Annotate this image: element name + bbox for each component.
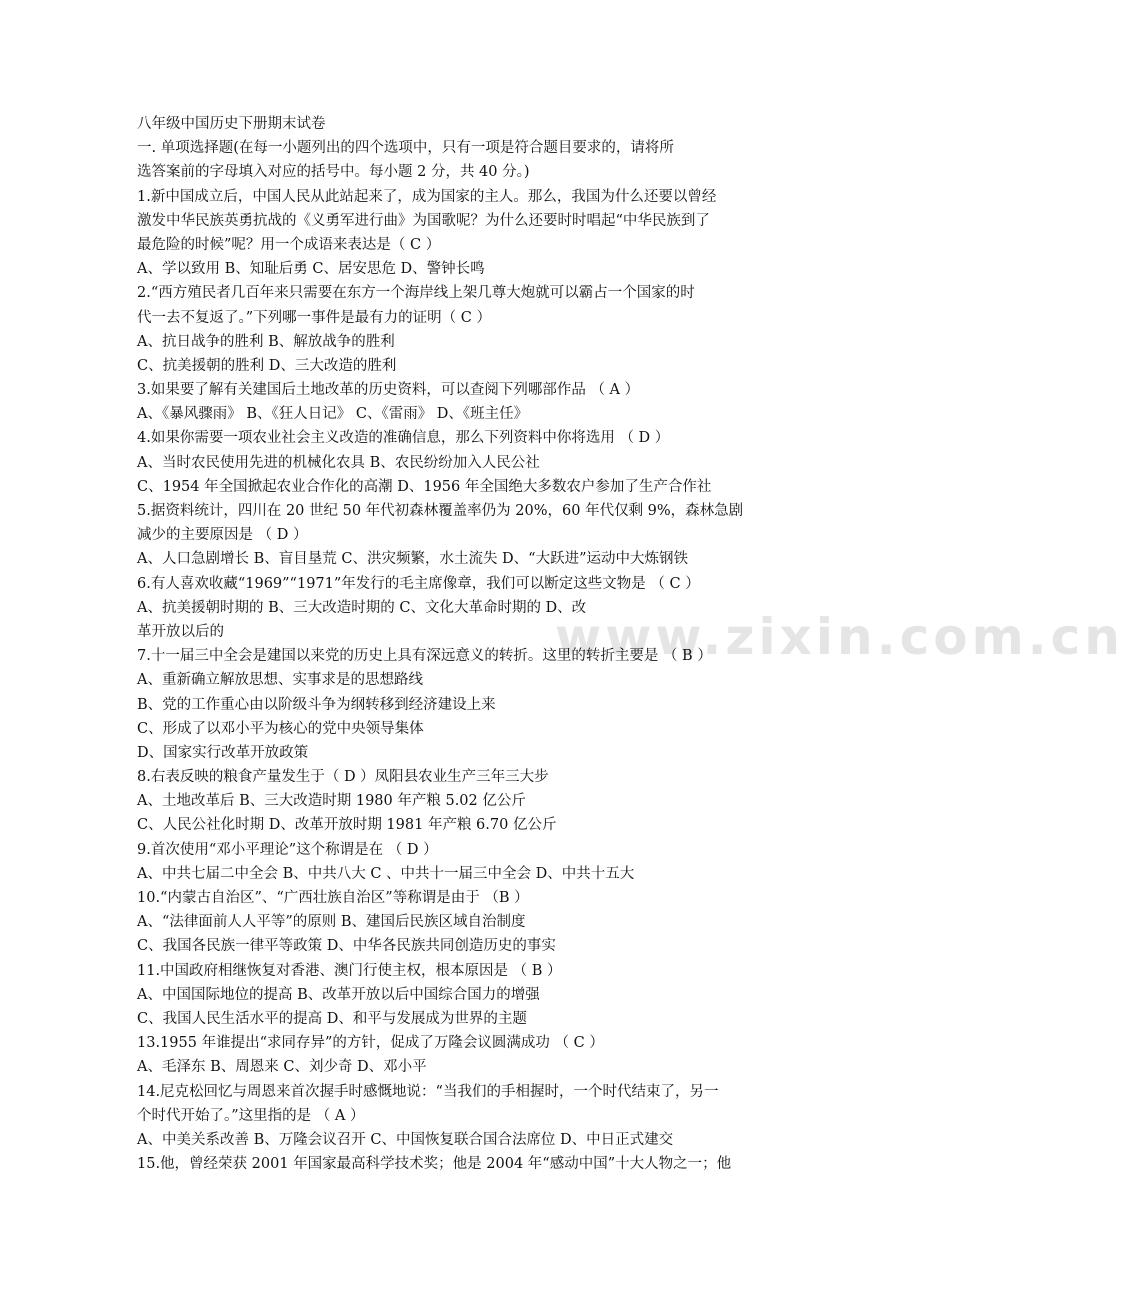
text-line-content: 5.据资料统计，四川在 20 世纪 50 年代初森林覆盖率仍为 20%，60 年代仅剩 9%，森林急剧 <box>137 503 744 519</box>
text-line-content: 3.如果要了解有关建国后土地改革的历史资料，可以查阅下列哪部作品 （ A ） <box>137 382 640 399</box>
text-line <box>137 668 789 692</box>
text-line-content: A、中国国际地位的提高 B、改革开放以后中国综合国力的增强 <box>137 986 540 1003</box>
exam-content <box>137 112 789 1176</box>
text-line-content: 4.如果你需要一项农业社会主义改造的准确信息，那么下列资料中你将选用 （ D ） <box>137 430 670 447</box>
text-line <box>137 426 789 450</box>
text-line <box>137 547 789 571</box>
text-line-content: C、1954 年全国掀起农业合作化的高潮 D、1956 年全国绝大多数农户参加了生产合作社 <box>137 478 712 495</box>
text-line-content: B、党的工作重心由以阶级斗争为纲转移到经济建设上来 <box>137 696 496 713</box>
text-line <box>137 209 789 233</box>
text-line-content: A、重新确立解放思想、实事求是的思想路线 <box>137 672 423 689</box>
text-line <box>137 1128 789 1152</box>
text-line-content: C、人民公社化时期 D、改革开放时期 1981 年产粮 6.70 亿公斤 <box>137 817 557 834</box>
text-line-content: 1.新中国成立后，中国人民从此站起来了，成为国家的主人。那么，我国为什么还要以曾经 <box>137 188 717 205</box>
text-line-content: 13.1955 年谁提出“求同存异”的方针，促成了万隆会议圆满成功 （ C ） <box>137 1035 604 1052</box>
text-line <box>137 402 789 426</box>
text-line <box>137 233 789 257</box>
text-line <box>137 1031 789 1055</box>
text-line-content: A、毛泽东 B、周恩来 C、刘少奇 D、邓小平 <box>137 1059 427 1076</box>
text-line-content: C、形成了以邓小平为核心的党中央领导集体 <box>137 720 424 737</box>
text-line <box>137 789 789 813</box>
text-line <box>137 572 789 596</box>
text-line-content: A、《暴风骤雨》 B、《狂人日记》 C、《雷雨》 D、《班主任》 <box>137 406 529 423</box>
text-line-content: 选答案前的字母填入对应的括号中。每小题 2 分，共 40 分。) <box>137 164 530 181</box>
text-line <box>137 1080 789 1104</box>
text-line <box>137 983 789 1007</box>
text-line <box>137 185 789 209</box>
text-line <box>137 934 789 958</box>
text-line-content: 10.“内蒙古自治区”、“广西壮族自治区”等称谓是由于 （B ） <box>137 890 529 906</box>
text-line-content: 11.中国政府相继恢复对香港、澳门行使主权，根本原因是 （ B ） <box>137 962 562 979</box>
text-line <box>137 451 789 475</box>
text-line <box>137 378 789 402</box>
text-line <box>137 160 789 184</box>
text-line-content: A、抗美援朝时期的 B、三大改造时期的 C、文化大革命时期的 D、改 <box>137 599 587 616</box>
text-line-content: A、人口急剧增长 B、盲目垦荒 C、洪灾频繁，水土流失 D、“大跃进”运动中大炼钢铁 <box>137 551 688 568</box>
text-line <box>137 717 789 741</box>
text-line-content: 个时代开始了。”这里指的是 （ A ） <box>137 1107 365 1124</box>
text-line-content: 9.首次使用“邓小平理论”这个称谓是在 （ D ） <box>137 841 438 858</box>
text-line <box>137 644 789 668</box>
text-line <box>137 838 789 862</box>
text-line <box>137 306 789 330</box>
text-line <box>137 1104 789 1128</box>
text-line <box>137 523 789 547</box>
text-line <box>137 475 789 499</box>
text-line <box>137 693 789 717</box>
text-line <box>137 910 789 934</box>
text-line-content: 激发中华民族英勇抗战的《义勇军进行曲》为国歌呢？为什么还要时时唱起“中华民族到了 <box>137 212 710 229</box>
text-line <box>137 886 789 910</box>
text-line-content: A、中共七届二中全会 B、中共八大 C 、中共十一届三中全会 D、中共十五大 <box>137 865 635 882</box>
text-line <box>137 1055 789 1079</box>
text-line-content: 最危险的时候”呢？用一个成语来表达是（ C ） <box>137 236 441 253</box>
text-line <box>137 1007 789 1031</box>
text-line <box>137 499 789 523</box>
text-line-content: 6.有人喜欢收藏“1969”“1971”年发行的毛主席像章，我们可以断定这些文物是 （ C ） <box>137 575 700 592</box>
text-line-content: A、当时农民使用先进的机械化农具 B、农民纷纷加入人民公社 <box>137 454 540 471</box>
text-line-content: 代一去不复返了。”下列哪一事件是最有力的证明（ C ） <box>137 309 491 326</box>
text-line-content: 一. 单项选择题(在每一小题列出的四个选项中，只有一项是符合题目要求的，请将所 <box>137 140 674 157</box>
text-line-content: A、“法律面前人人平等”的原则 B、建国后民族区域自治制度 <box>137 914 526 931</box>
text-line-content: 2.“西方殖民者几百年来只需要在东方一个海岸线上架几尊大炮就可以霸占一个国家的时 <box>137 285 695 302</box>
text-line-content: A、土地改革后 B、三大改造时期 1980 年产粮 5.02 亿公斤 <box>137 793 526 810</box>
text-line-content: 15.他，曾经荣获 2001 年国家最高科学技术奖；他是 2004 年“感动中国”十大人物之一；他 <box>137 1156 732 1173</box>
text-line-content: C、抗美援朝的胜利 D、三大改造的胜利 <box>137 357 397 374</box>
text-line-content: 8.右表反映的粮食产量发生于（ D ）凤阳县农业生产三年三大步 <box>137 769 549 786</box>
text-line-content: 革开放以后的 <box>137 623 224 640</box>
text-line-content: A、抗日战争的胜利 B、解放战争的胜利 <box>137 333 395 350</box>
exam-title: 八年级中国历史下册期末试卷 <box>137 116 326 132</box>
text-line-content: 减少的主要原因是 （ D ） <box>137 527 308 544</box>
text-line-content: A、学以致用 B、知耻后勇 C、居安思危 D、警钟长鸣 <box>137 261 485 278</box>
text-line <box>137 1152 789 1176</box>
text-line <box>137 257 789 281</box>
text-line <box>137 741 789 765</box>
text-line <box>137 813 789 837</box>
text-line <box>137 959 789 983</box>
text-line-content: A、中美关系改善 B、万隆会议召开 C、中国恢复联合国合法席位 D、中日正式建交 <box>137 1131 674 1148</box>
text-line-content: C、我国各民族一律平等政策 D、中华各民族共同创造历史的事实 <box>137 938 556 955</box>
text-line <box>137 596 789 620</box>
text-line-content: D、国家实行改革开放政策 <box>137 744 309 761</box>
text-line <box>137 330 789 354</box>
text-line <box>137 862 789 886</box>
text-line <box>137 620 789 644</box>
text-line <box>137 136 789 160</box>
text-line-content: 14.尼克松回忆与周恩来首次握手时感慨地说：“当我们的手相握时，一个时代结束了，另一 <box>137 1083 719 1100</box>
text-line-content: C、我国人民生活水平的提高 D、和平与发展成为世界的主题 <box>137 1010 527 1027</box>
text-line <box>137 354 789 378</box>
text-line-content: 7.十一届三中全会是建国以来党的历史上具有深远意义的转折。这里的转折主要是 （ B ） <box>137 648 712 665</box>
text-line <box>137 281 789 305</box>
watermark: www.zixin.com.cn <box>555 608 1124 666</box>
text-line <box>137 765 789 789</box>
